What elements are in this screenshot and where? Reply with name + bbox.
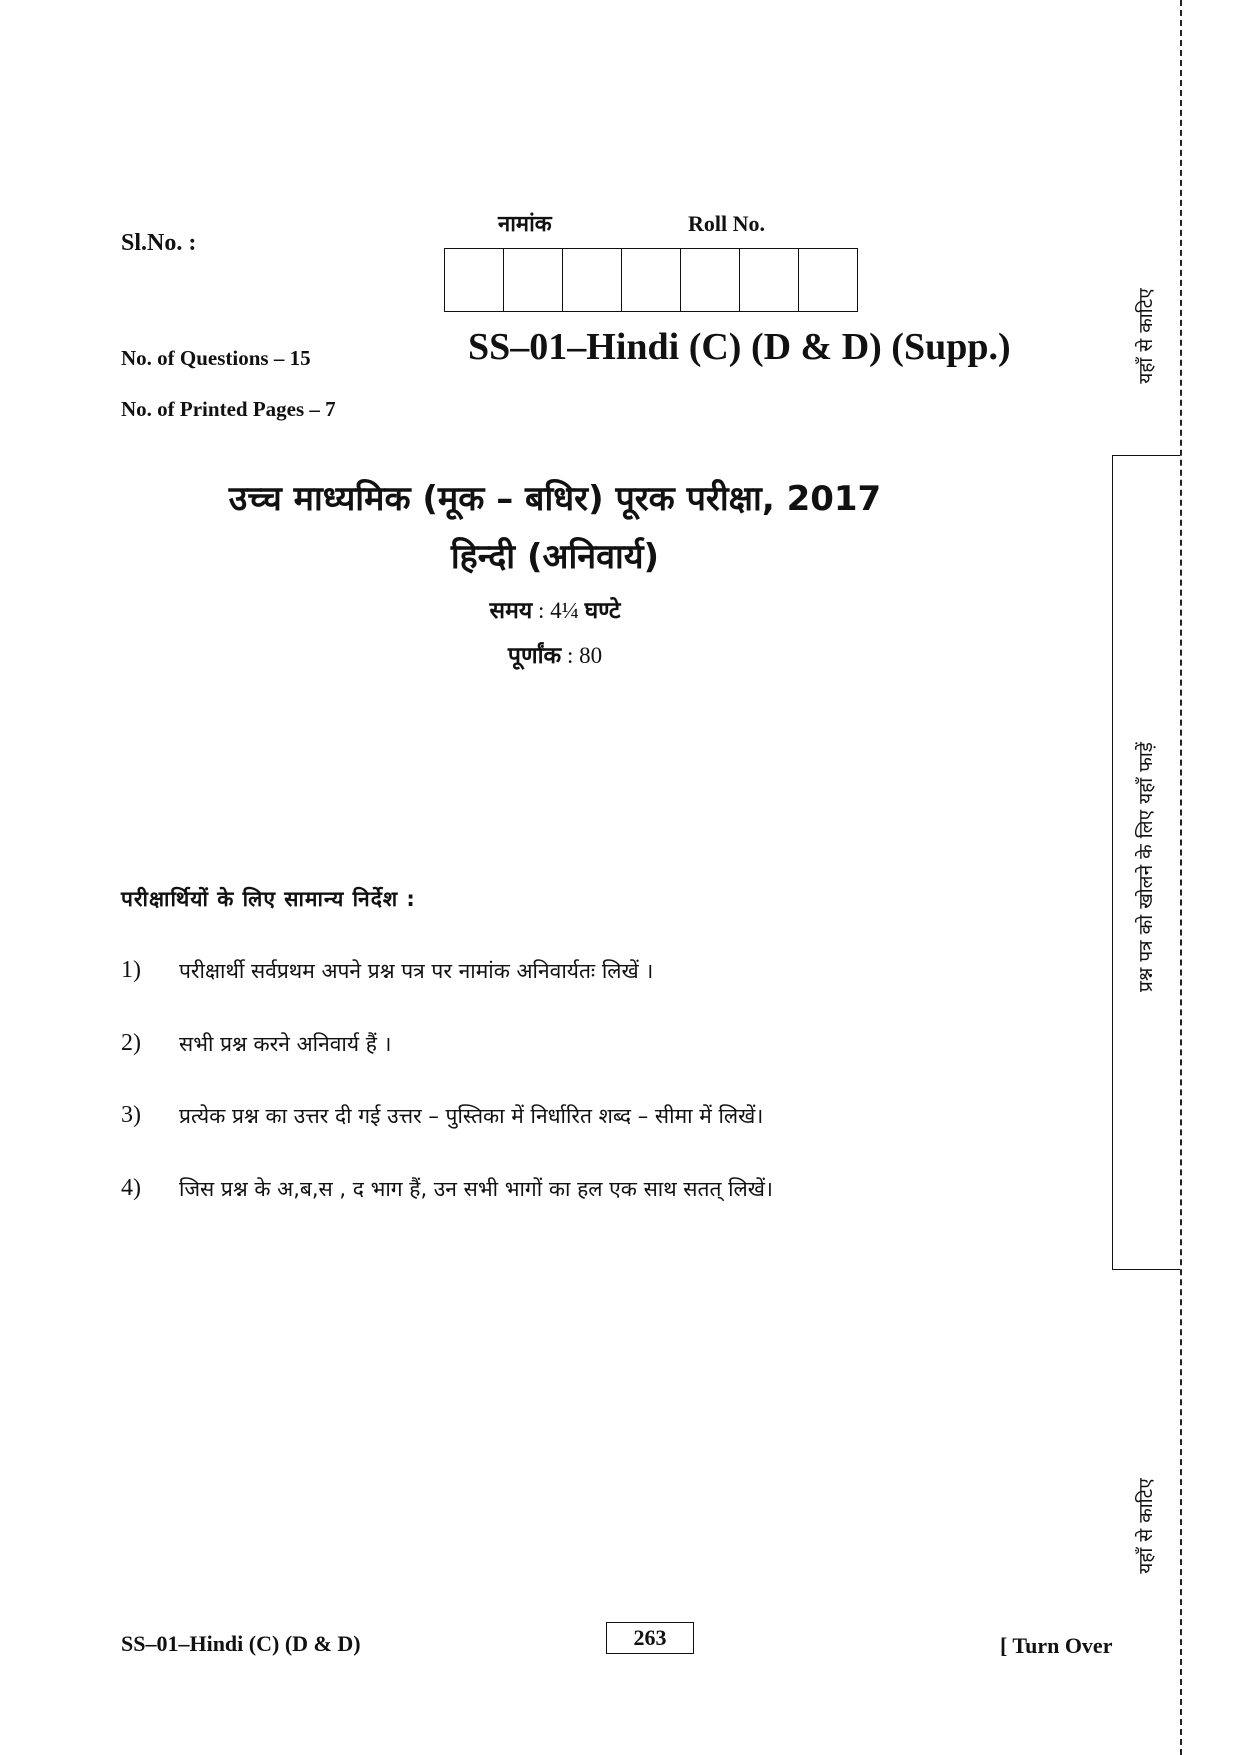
marks-value: : 80: [561, 643, 603, 668]
time-unit: घण्टे: [584, 598, 621, 624]
roll-number-label-hindi: नामांक: [498, 212, 552, 237]
time-value: : 4¼: [532, 598, 585, 623]
cut-here-label-bottom: यहाँ से काटिए: [1135, 1478, 1157, 1574]
time-allowed: [0, 593, 1110, 625]
instruction-item: [121, 957, 653, 985]
number-of-questions: No. of Questions – 15: [121, 346, 311, 370]
roll-number-box: [798, 249, 857, 311]
page-number: 263: [606, 1622, 694, 1654]
instruction-number: 3): [121, 1102, 141, 1128]
cut-here-label-top: यहाँ से काटिए: [1135, 288, 1157, 384]
instruction-item: [121, 1175, 773, 1203]
instruction-text: परीक्षार्थी सर्वप्रथम अपने प्रश्न पत्र पर नामांक अनिवार्यतः लिखें ।: [179, 959, 654, 983]
footer-paper-code: SS–01–Hindi (C) (D & D): [121, 1631, 361, 1656]
roll-number-box: [621, 249, 680, 311]
instruction-text: प्रत्येक प्रश्न का उत्तर दी गई उत्तर – पुस्तिका में निर्धारित शब्द – सीमा में लिखें।: [179, 1104, 764, 1128]
instruction-item: [121, 1102, 763, 1130]
roll-number-box: [445, 249, 503, 311]
number-of-printed-pages: No. of Printed Pages – 7: [121, 397, 336, 421]
maximum-marks: [0, 638, 1110, 670]
instruction-number: 4): [121, 1175, 141, 1201]
cut-line: [1180, 0, 1182, 1755]
paper-code: SS–01–Hindi (C) (D & D) (Supp.): [468, 326, 1011, 368]
time-label: समय: [489, 598, 533, 624]
exam-title: उच्च माध्यमिक (मूक – बधिर) पूरक परीक्षा, 2017: [228, 479, 882, 519]
subject-title: हिन्दी (अनिवार्य): [450, 537, 660, 577]
instruction-text: सभी प्रश्न करने अनिवार्य हैं ।: [179, 1032, 392, 1056]
serial-number-label: Sl.No. :: [121, 230, 197, 256]
roll-number-box: [562, 249, 621, 311]
roll-number-box: [680, 249, 739, 311]
instruction-number: 1): [121, 957, 141, 983]
instruction-text: जिस प्रश्न के अ,ब,स , द भाग हैं, उन सभी भागों का हल एक साथ सतत् लिखें।: [179, 1177, 773, 1201]
roll-number-boxes: [444, 248, 858, 312]
roll-number-label: Roll No.: [688, 211, 765, 236]
tear-here-label: प्रश्न पत्र को खोलने के लिए यहाँ फाड़ें: [1135, 742, 1157, 992]
marks-label: पूर्णांक: [507, 643, 562, 669]
instruction-number: 2): [121, 1030, 141, 1056]
roll-number-box: [739, 249, 798, 311]
instructions-heading: परीक्षार्थियों के लिए सामान्य निर्देश :: [121, 887, 416, 911]
roll-number-box: [503, 249, 562, 311]
turn-over-note: [ Turn Over: [1000, 1633, 1113, 1658]
instruction-item: [121, 1030, 392, 1058]
